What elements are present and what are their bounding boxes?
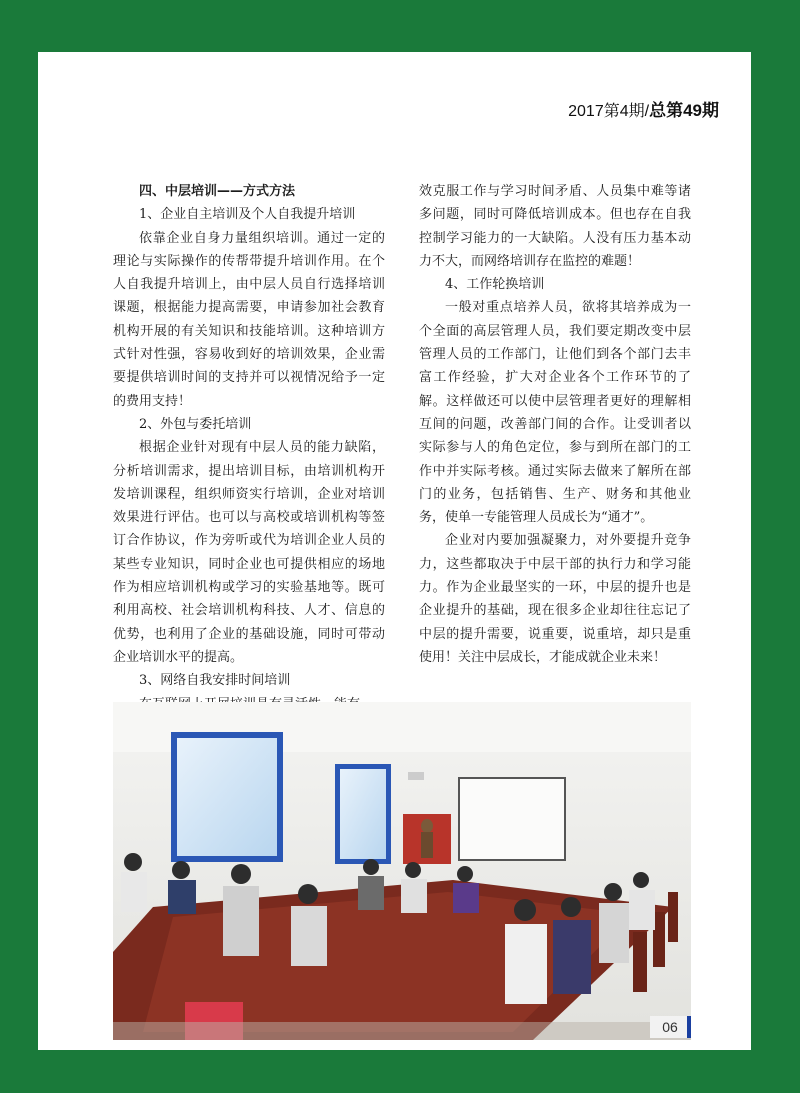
subsection-1-title: 1、企业自主培训及个人自我提升培训: [139, 207, 356, 223]
left-column: [113, 180, 385, 716]
subsection-3-body-end: 效克服工作与学习时间矛盾、人员集中难等诸多问题，同时可降低培训成本。但也存在自我控制学习能力的一大缺陷。人没有压力基本动力不大，而网络培训存在监控的难题！: [419, 184, 691, 269]
section-heading: 四、中层培训——方式方法: [139, 184, 296, 199]
page-sheet: [38, 52, 751, 1050]
issue-total: 总第49期: [649, 101, 719, 120]
issue-prefix: 2017第4期/: [568, 103, 650, 120]
training-meeting-photo: [113, 702, 691, 1040]
page-number-accent-bar: [687, 1016, 691, 1038]
page-number: 06: [650, 1016, 690, 1038]
subsection-2-title: 2、外包与委托培训: [139, 416, 252, 432]
subsection-3-title: 3、网络自我安排时间培训: [139, 673, 291, 689]
subsection-1-body: 依靠企业自身力量组织培训。通过一定的理论与实际操作的传帮带提升培训作用。在个人自我提升培训上，由中层人员自行选择培训课题，根据能力提高需要，申请参加社会教育机构开展的有关知识和技能培训。这种培训方式针对性强，容易收到好的培训效果，企业需要提供培训时间的支持并可以视情况给予一定的费用支持！: [113, 230, 385, 409]
subsection-4-body-1: 一般对重点培养人员，欲将其培养成为一个全面的高层管理人员，我们要定期改变中层管理人员的工作部门，让他们到各个部门去丰富工作经验，扩大对企业各个工作环节的了解。这样做还可以使中层管理者更好的理解相互间的问题，改善部门间的合作。让受训者以实际参与人的角色定位，参与到所在部门的工作中并实际考核。通过实际去做来了解所在部门的业务，包括销售、生产、财务和其他业务，使单一专能管理人员成长为“通才”。: [419, 300, 691, 526]
subsection-4-title: 4、工作轮换培训: [445, 277, 545, 293]
subsection-2-body: 根据企业针对现有中层人员的能力缺陷，分析培训需求，提出培训目标，由培训机构开发培训课程，组织师资实行培训，企业对培训效果进行评估。也可以与高校或培训机构等签订合作协议，作为旁听或代为培训企业人员的某些专业知识，同时企业也可提供相应的场地作为相应培训机构或学习的实验基地等。既可利用高校、社会培训机构科技、人才、信息的优势，也利用了企业的基础设施，同时可带动企业培训水平的提高。: [113, 440, 385, 665]
issue-header: [568, 96, 719, 121]
right-column: [419, 180, 691, 669]
subsection-4-body-2: 企业对内要加强凝聚力，对外要提升竞争力，这些都取决于中层干部的执行力和学习能力。作为企业最坚实的一环，中层的提升也是企业提升的基础，现在很多企业却往往忘记了中层的提升需要，说重要，说重培，却只是重使用！关注中层成长，才能成就企业未来！: [419, 533, 691, 665]
